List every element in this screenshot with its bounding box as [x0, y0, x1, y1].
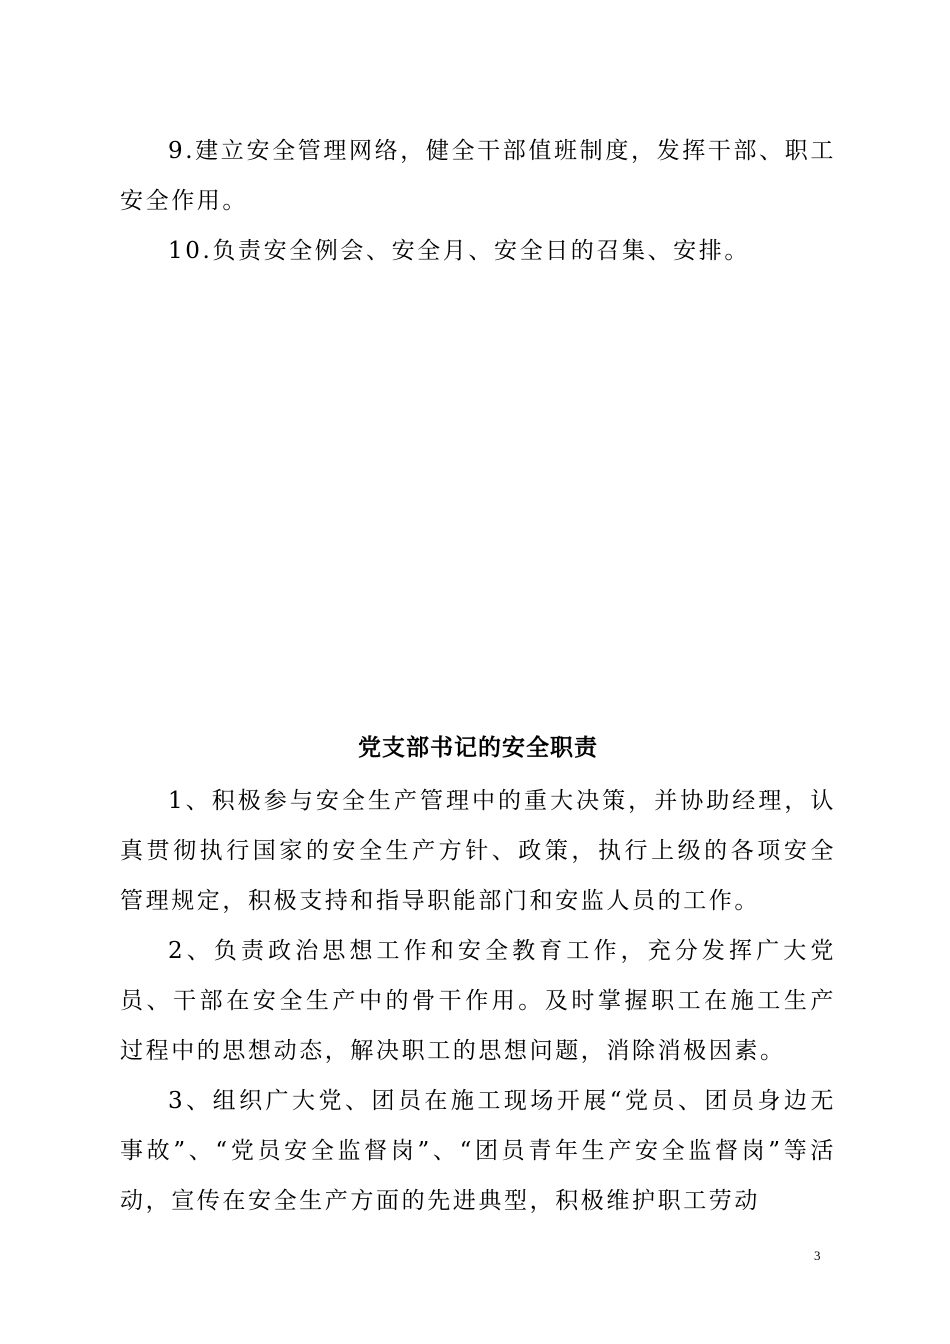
- section-title: 党支部书记的安全职责: [358, 734, 598, 761]
- page-number: 3: [814, 1248, 821, 1263]
- duty-item-3: 3、组织广大党、团员在施工现场开展“党员、团员身边无事故”、“党员安全监督岗”、“团员青年生产安全监督岗”等活动，宣传在安全生产方面的先进典型，积极维护职工劳动: [120, 1088, 836, 1214]
- list-item-9: 9.建立安全管理网络，健全干部值班制度，发挥干部、职工安全作用。: [120, 138, 836, 214]
- party-secretary-section: [120, 720, 836, 1226]
- list-item-10: 10.负责安全例会、安全月、安全日的召集、安排。: [168, 238, 750, 264]
- duty-item-2: 2、负责政治思想工作和安全教育工作，充分发挥广大党员、干部在安全生产中的骨干作用。及时掌握职工在施工生产过程中的思想动态，解决职工的思想问题，消除消极因素。: [120, 938, 836, 1064]
- duty-item-1: 1、积极参与安全生产管理中的重大决策，并协助经理，认真贯彻执行国家的安全生产方针、政策，执行上级的各项安全管理规定，积极支持和指导职能部门和安监人员的工作。: [120, 788, 836, 914]
- continued-list: [120, 126, 836, 276]
